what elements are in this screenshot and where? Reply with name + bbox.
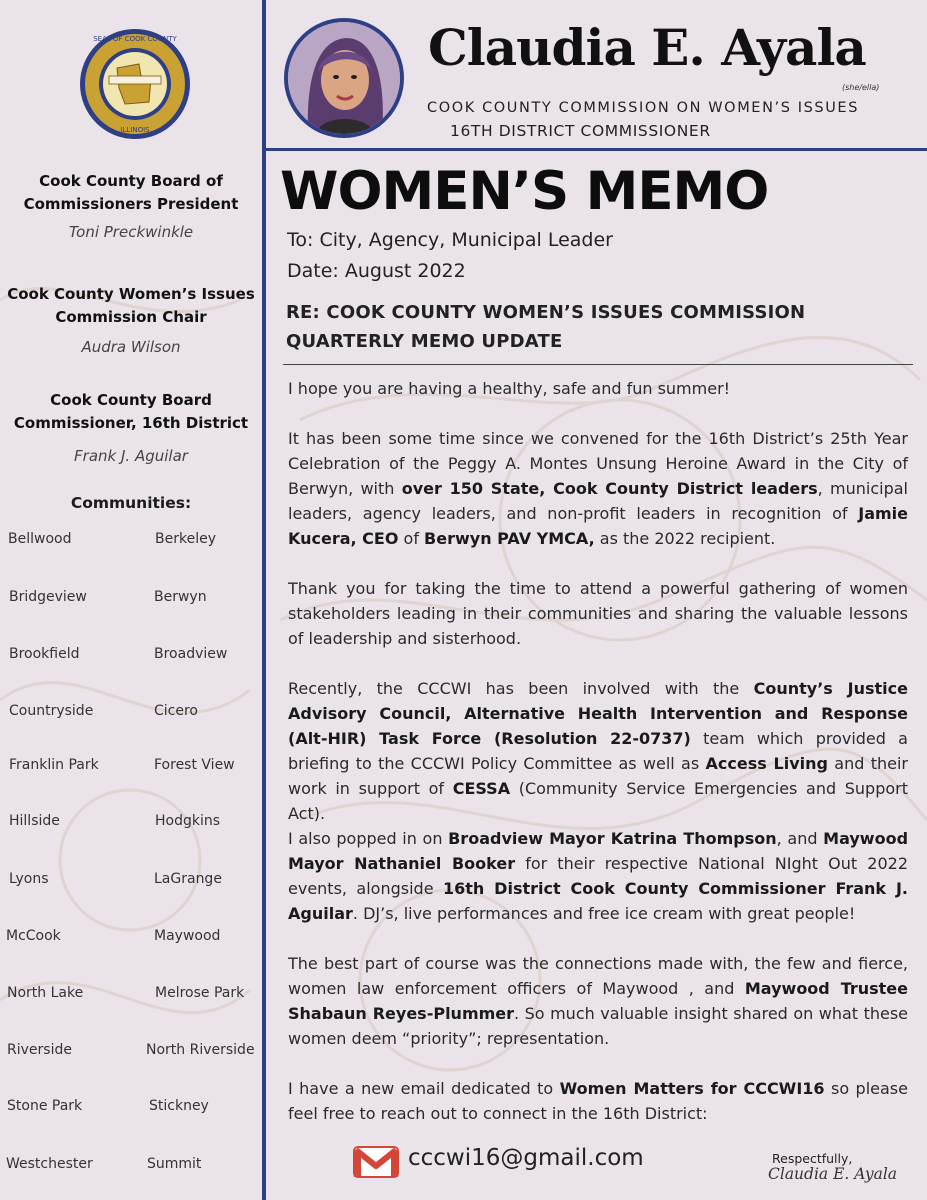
memo-text: of [398,529,425,548]
memo-text: team which provided a briefing to the CCCWI Policy Committee as well as [288,729,908,773]
community-item: Berwyn [154,589,207,605]
avatar [284,18,404,138]
cook-county-seal-icon [79,28,191,140]
memo-text: for their respective National NIght Out 2022 events, alongside [288,854,909,898]
community-item: Berkeley [155,531,216,547]
memo-highlight: Broadview Mayor Katrina Thompson [448,829,777,848]
contact-email[interactable]: cccwi16@gmail.com [408,1145,644,1171]
author-name: Claudia E. Ayala [428,18,866,77]
memo-highlight: Access Living [705,754,828,773]
role-title: Cook County Board of Commissioners President [23,172,239,213]
community-item: Lyons [9,871,49,887]
community-item: Forest View [154,757,235,773]
community-item: Hillside [9,813,60,829]
memo-highlight: CESSA [452,779,511,798]
memo-text: I hope you are having a healthy, safe and fun summer! [288,379,731,398]
memo-text: as the 2022 recipient. [594,529,776,548]
community-item: North Lake [7,985,84,1001]
community-item: Riverside [7,1042,72,1058]
email-icon [352,1144,400,1180]
memo-highlight: County’s Justice Advisory Council, Alternative Health Intervention and Response (Alt-HIR) Task Force (Resolution 22-0737) [288,679,908,748]
memo-text: Recently, the CCCWI has been involved with the [288,679,754,698]
memo-highlight: Maywood Mayor Nathaniel Booker [288,829,909,873]
community-item: Stone Park [7,1098,83,1114]
community-item: Westchester [6,1156,93,1172]
district-title: 16TH DISTRICT COMMISSIONER [450,122,711,140]
sidebar [0,0,262,1200]
memo-text: and their work in support of [288,754,908,798]
memo-text: (Community Service Emergencies and Support Act). [288,779,909,823]
memo-text: I also popped in on [288,829,449,848]
community-item: Countryside [9,703,94,719]
memo-text: , and [776,829,824,848]
svg-text:ILLINOIS: ILLINOIS [120,126,150,134]
memo-paragraph [288,1076,908,1126]
memo-text: Thank you for taking the time to attend a powerful gathering of women stakeholders leading in their communities and sharing the valuable lessons of leadership and sisterhood. [288,579,908,648]
memo-highlight: Berwyn PAV YMCA, [424,529,595,548]
memo-highlight: Women Matters for CCCWI16 [559,1079,825,1098]
community-item: Hodgkins [155,813,221,829]
memo-title: WOMEN’S MEMO [280,161,769,222]
memo-text: so please feel free to reach out to connect in the 16th District: [288,1079,908,1123]
community-item: Broadview [154,646,228,662]
role-title: Cook County Women’s Issues Commission Chair [7,285,255,326]
memo-paragraph [288,826,908,926]
pronouns: (she/ella) [842,83,880,92]
community-item: Cicero [154,703,198,719]
vertical-divider [262,0,266,1200]
memo-text: I have a new email dedicated to [288,1079,560,1098]
community-item: Stickney [149,1098,209,1114]
community-item: McCook [6,928,61,944]
community-item: North Riverside [146,1042,255,1058]
memo-paragraph [288,376,908,401]
community-item: Summit [147,1156,202,1172]
memo-to: To: City, Agency, Municipal Leader [287,229,613,251]
community-item: Bridgeview [9,589,87,605]
memo-date: Date: August 2022 [287,260,466,282]
memo-paragraph [288,426,908,551]
header-divider [266,148,927,151]
memo-text: . So much valuable insight shared on what these women deem “priority”; representation. [288,1004,909,1048]
memo-highlight: 16th District Cook County Commissioner Frank J. Aguilar [288,879,909,923]
memo-highlight: over 150 State, Cook County District leaders [401,479,818,498]
memo-text: , municipal leaders, agency leaders, and non-profit leaders in recognition of [288,479,909,523]
role-name: Audra Wilson [81,338,181,356]
community-item: Franklin Park [9,757,99,773]
closing: Respectfully, [772,1151,853,1166]
organization: COOK COUNTY COMMISSION ON WOMEN’S ISSUES [427,100,860,116]
role-title: Cook County Board Commissioner, 16th District [13,391,249,432]
memo-subject: RE: COOK COUNTY WOMEN’S ISSUES COMMISSION QUARTERLY MEMO UPDATE [286,302,806,352]
community-item: LaGrange [154,871,222,887]
subject-divider [283,364,913,365]
memo-text: It has been some time since we convened for the 16th District’s 25th Year Celebration of the Peggy A. Montes Unsung Heroine Award in the City of Berwyn, with [288,429,908,498]
memo-text: . DJ’s, live performances and free ice cream with great people! [352,904,856,923]
signature: Claudia E. Ayala [768,1165,898,1183]
memo-paragraph [288,676,908,826]
community-item: Maywood [154,928,221,944]
community-item: Bellwood [8,531,72,547]
memo-highlight: Maywood Trustee Shabaun Reyes-Plummer [288,979,909,1023]
svg-text:SEAL OF COOK COUNTY: SEAL OF COOK COUNTY [93,35,177,43]
memo-paragraph [288,951,908,1051]
memo-text: The best part of course was the connections made with, the few and fierce, women law enforcement officers of Maywood , and [288,954,908,998]
community-item: Melrose Park [155,985,245,1001]
community-item: Brookfield [9,646,80,662]
memo-paragraph [288,576,908,651]
communities-heading: Communities: [70,494,192,512]
role-name: Frank J. Aguilar [74,447,188,465]
role-name: Toni Preckwinkle [68,223,194,241]
memo-highlight: Jamie Kucera, CEO [288,504,908,548]
